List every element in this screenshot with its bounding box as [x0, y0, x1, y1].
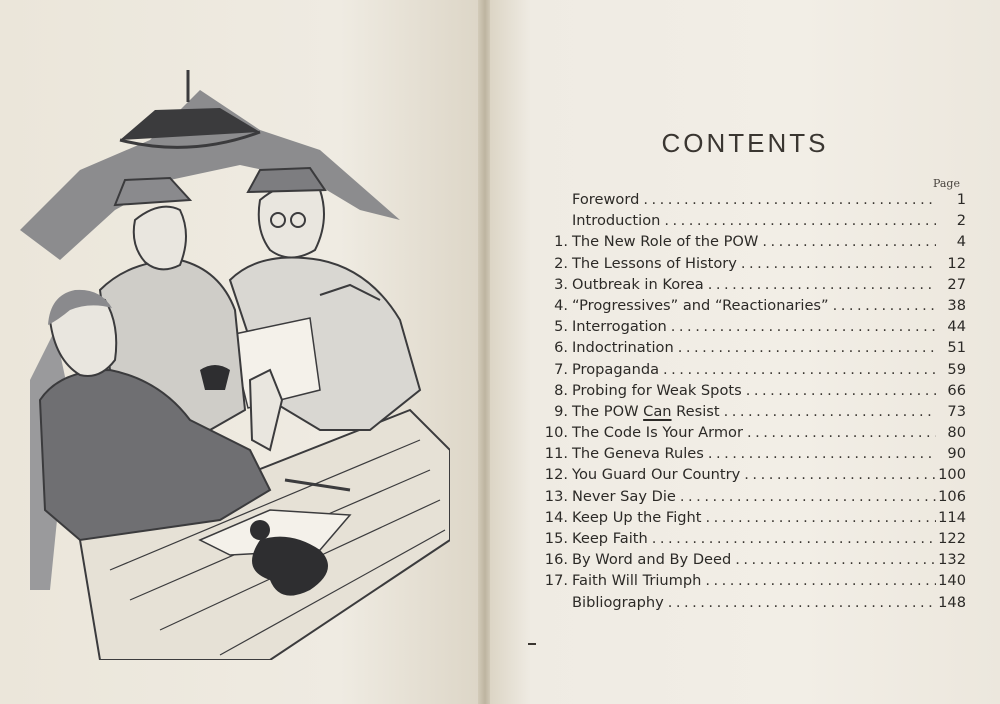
toc-entry-page: 44 [947, 318, 966, 336]
toc-entry-page: 59 [947, 360, 966, 378]
toc-entry [536, 297, 966, 318]
toc-entry-title: Keep Faith [572, 530, 648, 547]
toc-entry [536, 276, 966, 297]
toc-entry [536, 361, 966, 382]
toc-entry-page: 106 [938, 487, 966, 505]
toc-entry-number: 16. [544, 551, 568, 569]
toc-entry-number: 6. [554, 339, 568, 357]
toc-entry-title: Introduction [572, 212, 661, 230]
toc-entry-title: You Guard Our Country [572, 466, 741, 484]
leader-dots [758, 233, 936, 250]
toc-entry-page: 132 [938, 551, 966, 569]
leader-dots [740, 466, 936, 483]
toc-title-part: Resist [671, 402, 720, 420]
toc-entry-number: 3. [554, 275, 568, 293]
leader-dots [639, 191, 936, 208]
toc-entry-title: Keep Up the Fight [572, 508, 702, 526]
toc-entry-page: 27 [947, 275, 966, 293]
toc-entry [536, 572, 966, 593]
toc-entry [536, 403, 966, 424]
toc-entry [536, 509, 966, 530]
toc-entry-number: 13. [544, 487, 568, 505]
toc-entry-page: 148 [938, 593, 966, 611]
leader-dots [731, 551, 936, 568]
toc-entry [536, 551, 966, 572]
leader-dots [737, 255, 936, 272]
leader-dots [704, 445, 936, 462]
table-of-contents [536, 191, 966, 615]
toc-entry [536, 191, 966, 212]
toc-entry-page: 51 [947, 339, 966, 357]
toc-entry-page: 38 [947, 296, 966, 314]
toc-entry-page: 2 [956, 212, 966, 230]
leader-dots [676, 488, 936, 505]
toc-entry [536, 255, 966, 276]
toc-entry-number: 14. [544, 508, 568, 526]
toc-entry [536, 382, 966, 403]
toc-entry-number: 17. [544, 572, 568, 590]
toc-entry-title: Probing for Weak Spots [572, 381, 742, 399]
toc-entry-page: 90 [947, 445, 966, 463]
toc-entry-number: 11. [544, 445, 568, 463]
toc-entry [536, 488, 966, 509]
toc-entry [536, 339, 966, 360]
toc-entry-page: 140 [938, 572, 966, 590]
toc-entry-page: 1 [956, 191, 966, 208]
toc-entry-page: 66 [947, 381, 966, 399]
toc-entry-number: 4. [554, 296, 568, 314]
toc-entry-title: The Geneva Rules [572, 445, 704, 463]
toc-entry-number: 9. [554, 402, 568, 420]
toc-entry-title: Propaganda [572, 360, 660, 378]
toc-entry-title: The Lessons of History [572, 254, 737, 272]
leader-dots [667, 318, 936, 335]
toc-entry-number: 1. [554, 233, 568, 251]
toc-entry-title: The New Role of the POW [572, 233, 759, 251]
leader-dots [704, 276, 936, 293]
toc-entry-title: Bibliography [572, 593, 664, 611]
contents-heading: CONTENTS [661, 128, 829, 158]
toc-entry [536, 318, 966, 339]
toc-entry-title: Faith Will Triumph [572, 572, 702, 590]
leader-dots [659, 361, 936, 378]
toc-entry [536, 594, 966, 615]
leader-dots [664, 594, 936, 611]
leader-dots [702, 509, 937, 526]
toc-entry [536, 530, 966, 551]
toc-entry-page: 122 [938, 530, 966, 547]
leader-dots [674, 339, 936, 356]
toc-entry-title [572, 403, 720, 420]
leader-dots [720, 403, 936, 420]
interrogation-illustration [20, 70, 450, 660]
toc-entry-title: Interrogation [572, 318, 667, 336]
toc-entry-title: Never Say Die [572, 487, 676, 505]
toc-entry [536, 233, 966, 254]
leader-dots [660, 212, 936, 229]
toc-entry-number: 10. [544, 424, 568, 442]
toc-entry-number: 15. [544, 530, 568, 547]
leader-dots [742, 382, 936, 399]
toc-entry-title: The Code Is Your Armor [572, 424, 743, 442]
leader-dots [648, 530, 936, 547]
toc-entry [536, 445, 966, 466]
toc-title-part: The POW [572, 402, 644, 420]
emphasized-word: Can [643, 402, 672, 420]
toc-entry-number: 2. [554, 254, 568, 272]
toc-entry-title: By Word and By Deed [572, 551, 732, 569]
left-page [0, 0, 486, 704]
toc-entry-number: 12. [544, 466, 568, 484]
toc-entry-title: Foreword [572, 191, 640, 208]
toc-entry-page: 114 [938, 508, 966, 526]
toc-entry-number: 5. [554, 318, 568, 336]
toc-entry-page: 12 [947, 254, 966, 272]
leader-dots [743, 424, 936, 441]
toc-entry-page: 100 [938, 466, 966, 484]
toc-entry [536, 424, 966, 445]
toc-entry-number: 7. [554, 360, 568, 378]
leader-dots [701, 572, 936, 589]
toc-entry-title: Outbreak in Korea [572, 275, 704, 293]
printer-mark [528, 643, 536, 645]
leader-dots [829, 297, 936, 314]
toc-entry [536, 212, 966, 233]
toc-entry-page: 80 [947, 424, 966, 442]
toc-entry-page: 73 [947, 402, 966, 420]
toc-entry [536, 466, 966, 487]
toc-entry-page: 4 [956, 233, 966, 251]
toc-entry-title: Indoctrination [572, 339, 674, 357]
toc-entry-title: “Progressives” and “Reactionaries” [572, 296, 829, 314]
toc-entry-number: 8. [554, 381, 568, 399]
page-column-label: Page [932, 177, 960, 190]
